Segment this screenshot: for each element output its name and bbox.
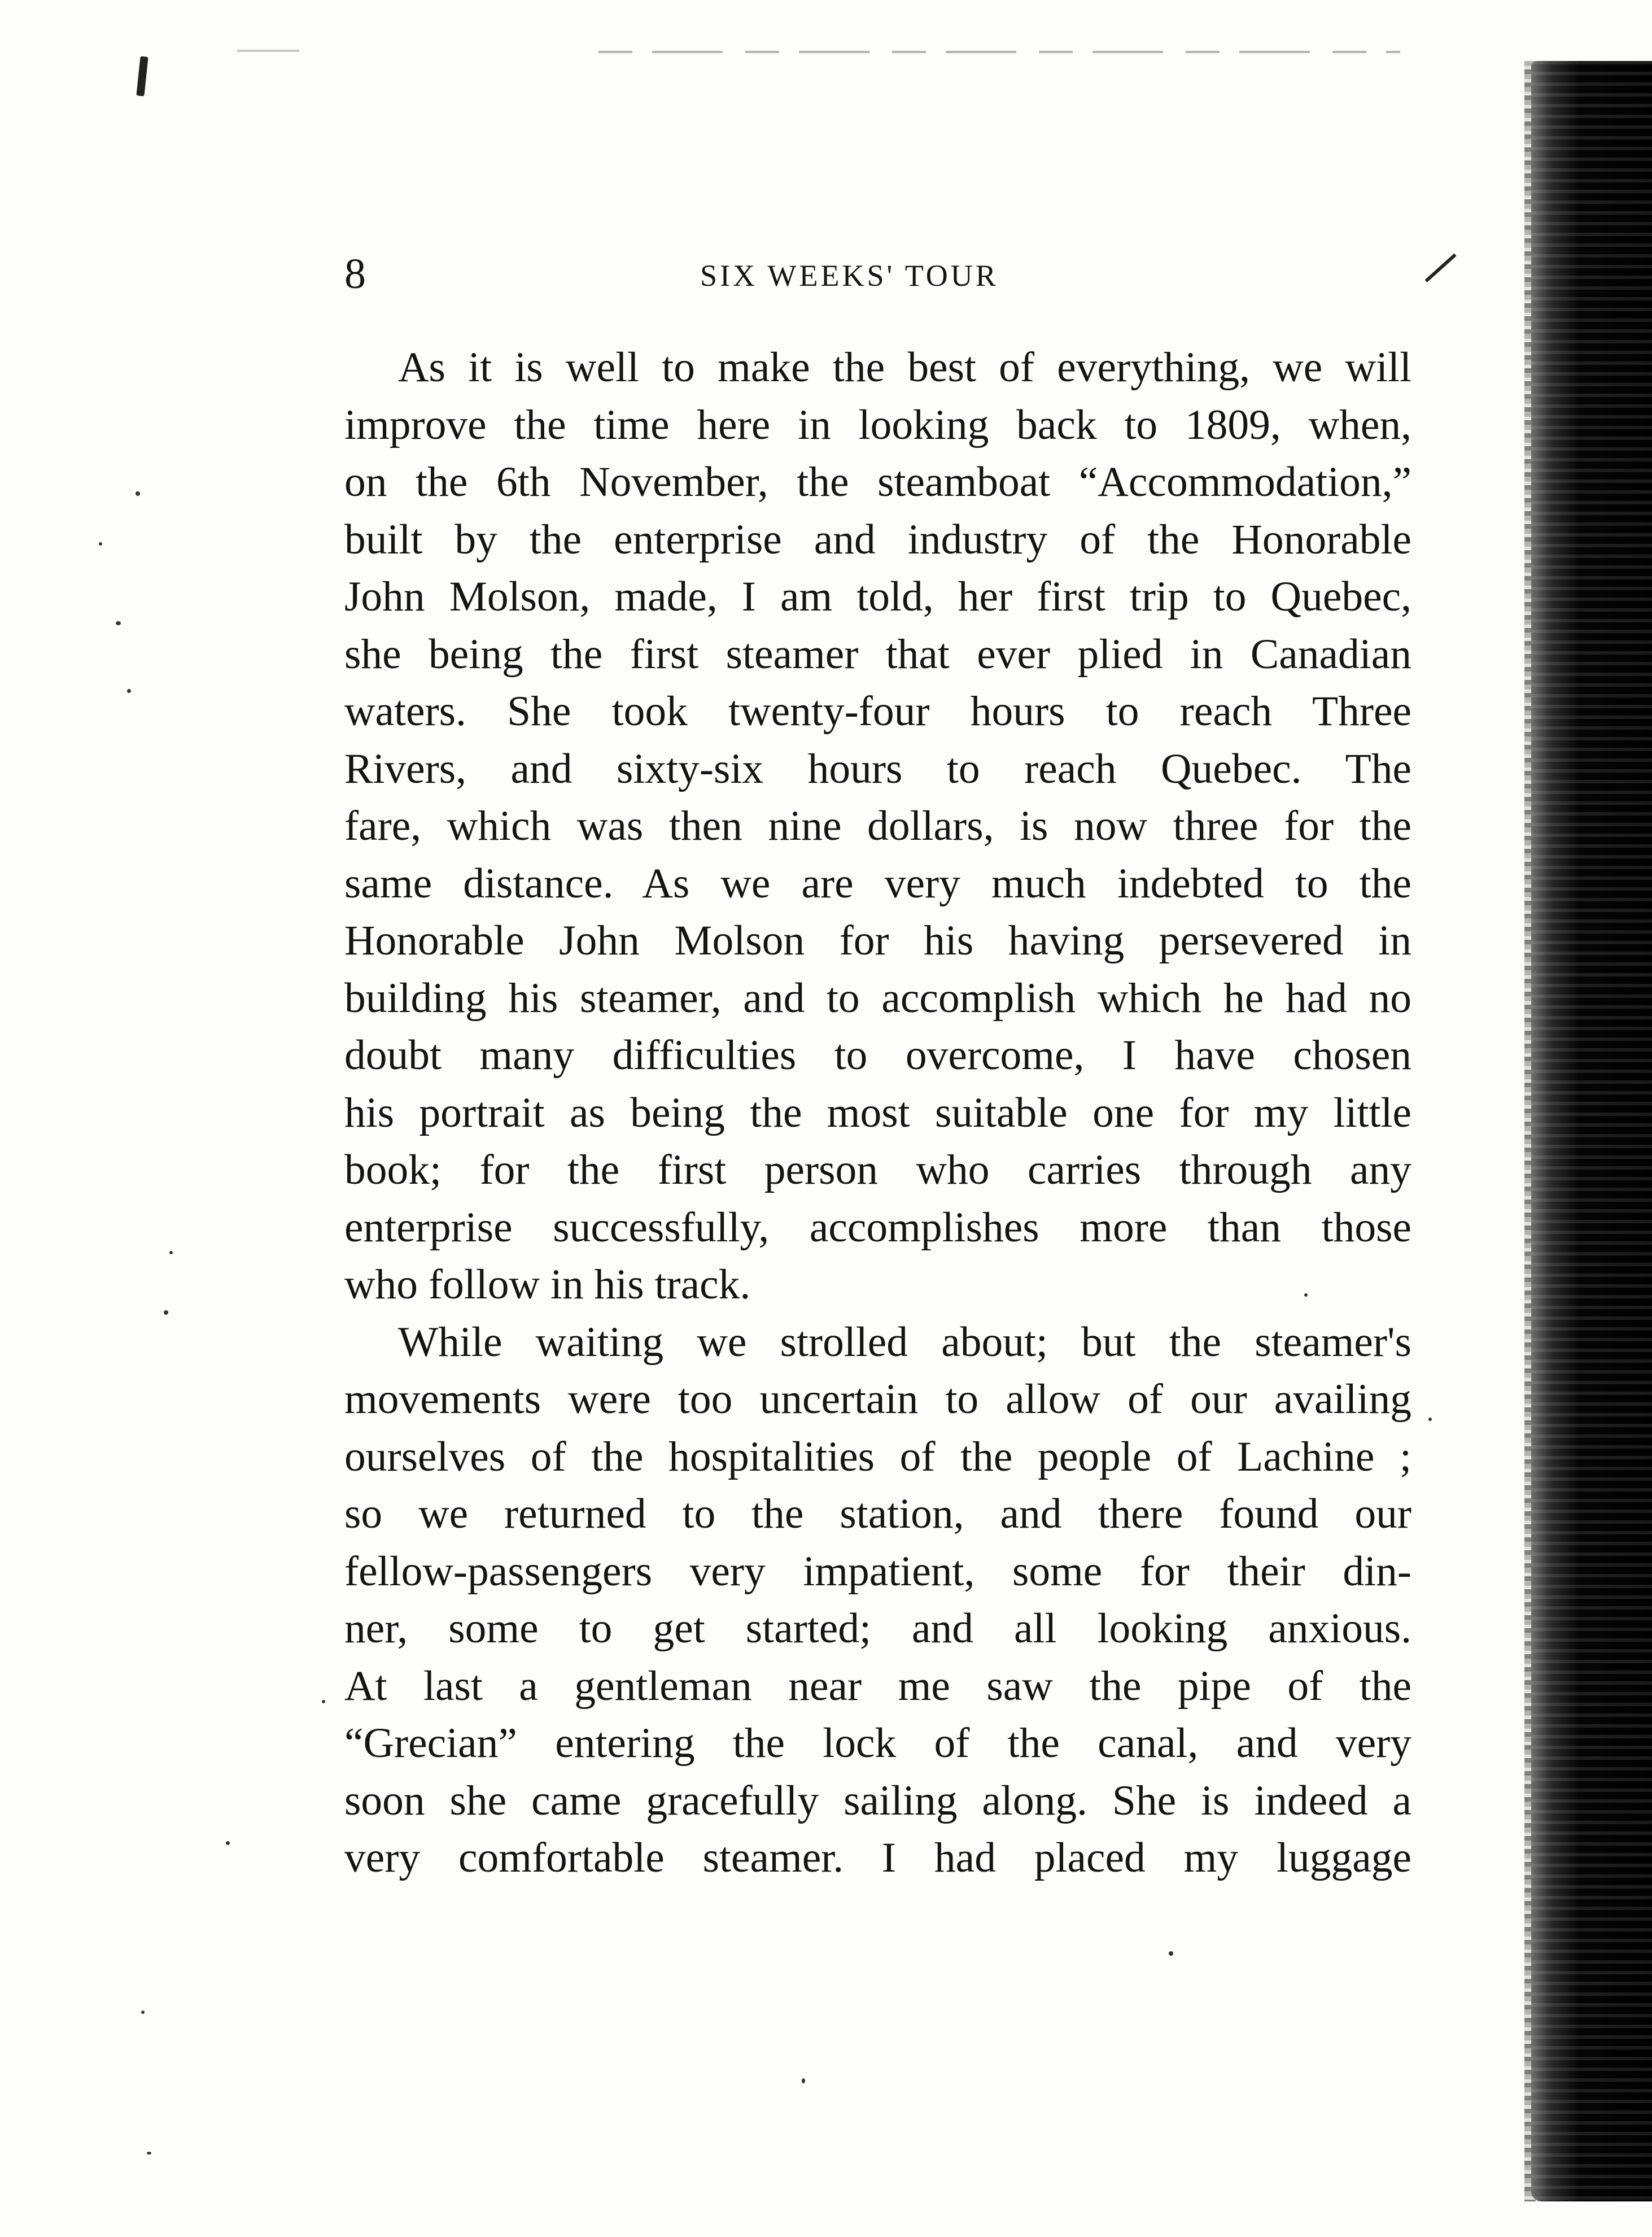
body-text xyxy=(344,339,1411,1887)
text-line: “Grecian” entering the lock of the canal, and very xyxy=(344,1720,1411,1767)
paragraph xyxy=(344,339,1411,1314)
scan-speck xyxy=(802,2078,805,2083)
scan-speck xyxy=(136,491,140,496)
text-line: waters. She took twenty-four hours to reach Three xyxy=(344,688,1411,735)
text-line: built by the enterprise and industry of the Honorable xyxy=(344,516,1411,563)
text-line: doubt many difficulties to overcome, I have chosen xyxy=(344,1032,1411,1079)
text-line: fellow-passengers very impatient, some for their din- xyxy=(344,1547,1411,1595)
text-line: so we returned to the station, and there found our xyxy=(344,1490,1411,1537)
scan-speck xyxy=(147,2152,151,2155)
scan-speck xyxy=(127,689,131,693)
page-number: 8 xyxy=(344,250,366,298)
scan-speck xyxy=(116,621,121,625)
text-line: who follow in his track. xyxy=(344,1261,751,1308)
text-line: ourselves of the hospitalities of the people of Lachine ; xyxy=(344,1433,1411,1480)
scan-mark xyxy=(237,50,299,52)
scan-mark xyxy=(136,56,148,96)
scan-speck xyxy=(164,1310,168,1315)
text-line: she being the first steamer that ever plied in Canadian xyxy=(344,630,1411,678)
scan-speck xyxy=(226,1841,230,1845)
text-line: While waiting we strolled about; but the steamer's xyxy=(398,1318,1411,1366)
text-line: Honorable John Molson for his having persevered in xyxy=(344,917,1411,964)
scan-mark xyxy=(598,51,1400,53)
scan-speck xyxy=(1428,1418,1432,1421)
text-line: building his steamer, and to accomplish which he had no xyxy=(344,974,1411,1022)
text-line: his portrait as being the most suitable one for my little xyxy=(344,1089,1411,1136)
text-line: ner, some to get started; and all looking anxious. xyxy=(344,1605,1411,1652)
running-title: SIX WEEKS' TOUR xyxy=(700,259,999,293)
text-line: As it is well to make the best of everything, we will xyxy=(398,344,1411,391)
running-head xyxy=(344,248,1434,299)
text-line: fare, which was then nine dollars, is now three for the xyxy=(344,803,1411,849)
text-line: John Molson, made, I am told, her first trip to Quebec, xyxy=(344,573,1411,620)
binding-spine xyxy=(1531,61,1652,2201)
text-line: Rivers, and sixty-six hours to reach Quebec. The xyxy=(344,745,1411,792)
text-line: improve the time here in looking back to 1809, when, xyxy=(344,401,1411,448)
scan-speck xyxy=(322,1700,325,1703)
scan-speck xyxy=(1304,1293,1308,1297)
scan-speck xyxy=(1169,1951,1173,1956)
text-line: book; for the first person who carries through any xyxy=(344,1146,1411,1193)
paragraph xyxy=(344,1314,1411,1887)
text-line: very comfortable steamer. I had placed my luggage xyxy=(344,1834,1411,1881)
text-line: on the 6th November, the steamboat “Accommodation,” xyxy=(344,459,1411,505)
text-line: enterprise successfully, accomplishes more than those xyxy=(344,1203,1411,1251)
text-line: same distance. As we are very much indebted to the xyxy=(344,860,1411,907)
scan-speck xyxy=(169,1251,173,1254)
scan-speck xyxy=(141,2011,145,2014)
text-line: movements were too uncertain to allow of our availing xyxy=(344,1376,1411,1423)
text-line: soon she came gracefully sailing along. She is indeed a xyxy=(344,1777,1411,1824)
scan-speck xyxy=(99,542,102,546)
text-line: At last a gentleman near me saw the pipe of the xyxy=(344,1662,1411,1710)
